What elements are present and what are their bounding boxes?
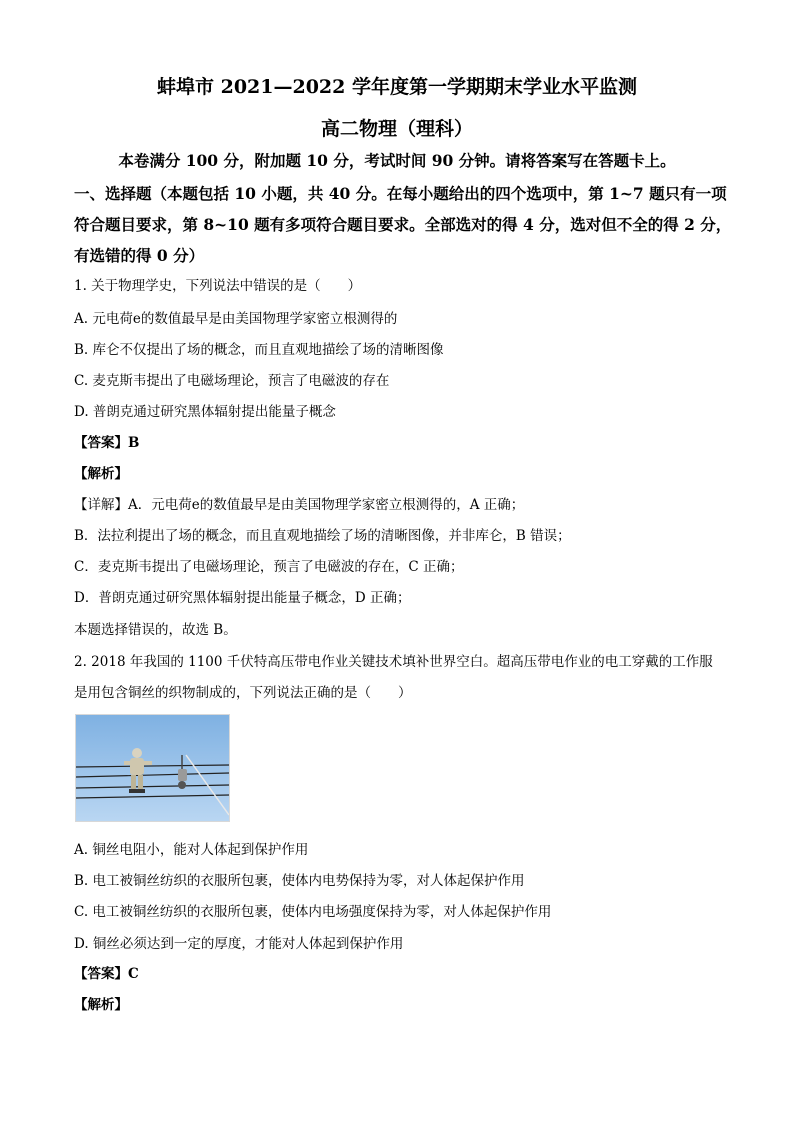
- photo-illustration: [76, 715, 229, 821]
- exam-note: 本卷满分 100 分，附加题 10 分，考试时间 90 分钟。请将答案写在答题卡上。: [118, 151, 676, 170]
- worker-on-power-line-photo: [75, 714, 230, 822]
- q2-option-d: D. 铜丝必须达到一定的厚度，才能对人体起到保护作用: [74, 936, 404, 952]
- q2-option-c: C. 电工被铜丝纺织的衣服所包裹，使体内电场强度保持为零，对人体起保护作用: [74, 904, 552, 920]
- q1-option-b: B. 库仑不仅提出了场的概念，而且直观地描绘了场的清晰图像: [74, 342, 444, 358]
- q1-detail-c: C．麦克斯韦提出了电磁场理论，预言了电磁波的存在，C 正确；: [74, 559, 464, 575]
- q1-option-a: A. 元电荷e的数值最早是由美国物理学家密立根测得的: [74, 311, 398, 327]
- q1-answer: 【答案】B: [74, 435, 140, 451]
- q1-conclusion: 本题选择错误的，故选 B。: [74, 622, 237, 638]
- exam-subtitle: 高二物理（理科）: [320, 118, 473, 140]
- q1-detail-d: D．普朗克通过研究黑体辐射提出能量子概念，D 正确；: [74, 590, 411, 606]
- q1-detail-a: 【详解】A．元电荷e的数值最早是由美国物理学家密立根测得的，A 正确；: [74, 497, 525, 513]
- q1-option-d: D. 普朗克通过研究黑体辐射提出能量子概念: [74, 404, 336, 420]
- section-heading: 一、选择题（本题包括 10 小题，共 40 分。在每小题给出的四个选项中，第 1~7 题只有一项符合题目要求，第 8~10 题有多项符合题目要求。全部选对的得 4 分，选对但不全的得 2 分，有选错的得 0 分）: [74, 184, 732, 265]
- q2-stem-line-2: 是用包含铜丝的织物制成的，下列说法正确的是（ ）: [74, 685, 412, 701]
- q1-analysis-label: 【解析】: [74, 466, 128, 482]
- q1-detail-b: B．法拉利提出了场的概念，而且直观地描绘了场的清晰图像，并非库仑，B 错误；: [74, 528, 571, 544]
- q2-option-a: A. 铜丝电阻小，能对人体起到保护作用: [74, 842, 309, 858]
- q2-answer: 【答案】C: [74, 966, 139, 982]
- q2-option-b: B. 电工被铜丝纺织的衣服所包裹，使体内电势保持为零，对人体起保护作用: [74, 873, 525, 889]
- exam-title: 蚌埠市 2021—2022 学年度第一学期期末学业水平监测: [157, 76, 637, 98]
- q1-option-c: C. 麦克斯韦提出了电磁场理论，预言了电磁波的存在: [74, 373, 390, 389]
- q2-analysis-label: 【解析】: [74, 997, 128, 1013]
- q1-stem: 1. 关于物理学史，下列说法中错误的是（ ）: [74, 278, 362, 294]
- q2-stem-line-1: 2. 2018 年我国的 1100 千伏特高压带电作业关键技术填补世界空白。超高压带电作业的电工穿戴的工作服: [74, 654, 713, 670]
- sky-background: [76, 715, 229, 821]
